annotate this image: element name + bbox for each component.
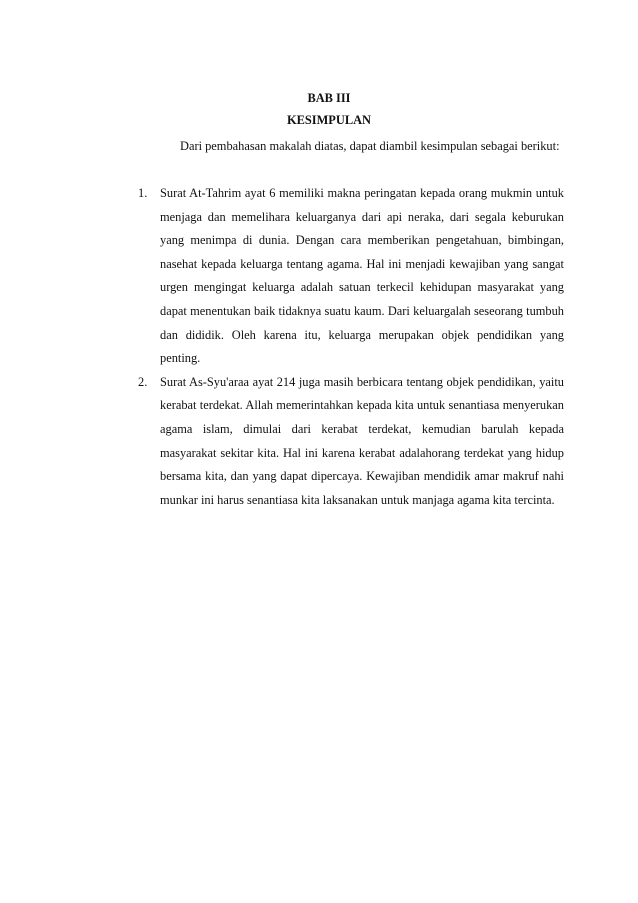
conclusion-list [138,182,564,512]
chapter-heading: BAB III [307,91,351,105]
list-item-number: 2. [138,374,148,389]
list-item-number: 1. [138,186,148,200]
intro-paragraph: Dari pembahasan makalah diatas, dapat diambil kesimpulan sebagai berikut: [180,139,560,153]
chapter-title: KESIMPULAN [287,113,371,127]
list-item [138,182,564,371]
list-item-text: Surat At-Tahrim ayat 6 memiliki makna peringatan kepada orang mukmin untuk menjaga dan memelihara keluarganya dari api neraka, dari segala keburukan yang menimpa di dunia. Dengan cara memberikan pengetahuan, bimbingan, nasehat kepada keluarga tentang agama. Hal ini menjadi kewajiban yang sangat urgen mengingat keluarga adalah satuan terkecil kehidupan masyarakat yang dapat menentukan baik tidaknya suatu kaum. Dari keluargalah seseorang tumbuh dan dididik. Oleh karena itu, keluarga merupakan objek pendidikan yang penting. [160,186,564,366]
list-item [138,371,564,513]
list-item-text: Surat As-Syu'araa ayat 214 juga masih berbicara tentang objek pendidikan, yaitu kerabat terdekat. Allah memerintahkan kepada kita untuk senantiasa menyerukan agama islam, dimulai dari kerabat terdekat, kemudian barulah kepada masyarakat sekitar kita. Hal ini karena kerabat adalahorang terdekat yang hidup bersama kita, dan yang dapat dipercaya. Kewajiban mendidik amar makruf nahi munkar ini harus senantiasa kita laksanakan untuk manjaga agama kita tercinta. [160,374,564,507]
